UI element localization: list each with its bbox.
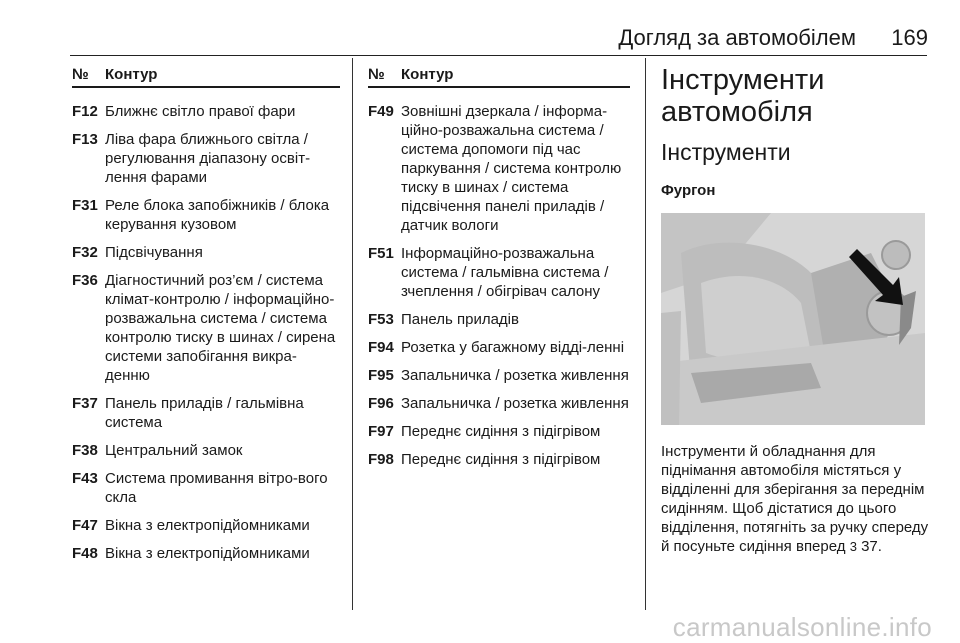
table-row [368,244,630,301]
fuse-number: F43 [72,470,98,487]
fuse-number: F48 [72,545,98,562]
fuse-circuit: Підсвічування [105,244,203,261]
fuse-number: F12 [72,103,98,120]
fuse-circuit: Панель приладів [401,311,519,328]
table-row [72,196,340,234]
table-row [72,394,340,432]
table-row [368,310,630,329]
fuse-number: F95 [368,367,394,384]
table-header [72,64,340,88]
header-title: Догляд за автомобілем [618,25,856,50]
table-row [72,271,340,385]
fuse-number: F53 [368,311,394,328]
section-title: Інструменти автомобіля [661,64,825,128]
fuse-number: F96 [368,395,394,412]
fuse-number: F97 [368,423,394,440]
table-row [72,243,340,262]
fuse-circuit: Інформаційно-розважальна система / гальмівна система / зчеплення / обігрівач салону [401,245,609,300]
table-header [368,64,630,88]
fuse-number: F36 [72,272,98,289]
fuse-number: F38 [72,442,98,459]
header-rule [70,55,927,56]
footer-watermark: carmanualsonline.info [672,612,932,642]
fuse-number: F94 [368,339,394,356]
column-divider-1 [352,58,353,610]
column-divider-2 [645,58,646,610]
table-row [72,469,340,507]
seat-compartment-illustration [661,213,925,425]
table-row [368,422,630,441]
table-row [368,366,630,385]
table-body [72,88,340,563]
col-header-number: № [368,66,385,83]
table-row [368,338,630,357]
fuse-circuit: Реле блока запобіжників / блока керування кузовом [105,197,330,233]
fuse-circuit: Запальничка / розетка живлення [401,395,629,412]
fuse-circuit: Панель приладів / гальмівна система [105,395,304,431]
fuse-number: F49 [368,103,394,120]
page-number: 169 [891,25,928,50]
table-row [72,544,340,563]
fuse-number: F51 [368,245,394,262]
minor-title: Фургон [661,182,716,199]
fuse-circuit: Зовнішні дзеркала / інформа-ційно-розважальна система / система допомоги під час паркування / система контролю тиску в шинах / система підсвічення панелі приладів / датчик вологи [401,103,622,234]
col-header-circuit: Контур [401,66,454,83]
fuse-number: F47 [72,517,98,534]
table-row [72,441,340,460]
fuse-circuit: Центральний замок [105,442,243,459]
fuse-number: F13 [72,131,98,148]
fuse-circuit: Розетка у багажному відді-ленні [401,339,625,356]
table-row [72,516,340,535]
vehicle-tools-section [661,64,929,556]
tools-description-text: Інструменти й обладнання для піднімання автомобіля містяться у відділенні для зберігання за переднім сидінням. Щоб дістатися до цього відділення, потягніть за ручку спереду й посуньте сидіння вперед [661,443,929,555]
tools-description [661,442,929,556]
table-row [368,102,630,235]
col-header-circuit: Контур [105,66,158,83]
seat-compartment-photo [661,213,925,425]
fuse-table-mid [368,64,630,469]
fuse-circuit: Система промивання вітро-вого скла [105,470,328,506]
col-header-number: № [72,66,89,83]
table-body [368,88,630,469]
table-row [368,450,630,469]
fuse-table-left [72,64,340,563]
fuse-circuit: Діагностичний роз’єм / система клімат-контролю / інформаційно-розважальна система / система контролю тиску в шинах / сирена системи запобігання викра-денню [105,272,336,384]
fuse-circuit: Запальничка / розетка живлення [401,367,629,384]
page-reference[interactable]: 37. [861,538,882,555]
fuse-number: F32 [72,244,98,261]
page-reference-arrow-icon[interactable]: 3 [849,539,857,554]
fuse-circuit: Вікна з електропідйомниками [105,545,310,562]
fuse-circuit: Переднє сидіння з підігрівом [401,423,601,440]
table-row [368,394,630,413]
table-row [72,130,340,187]
fuse-number: F31 [72,197,98,214]
fuse-circuit: Ближнє світло правої фари [105,103,296,120]
table-row [72,102,340,121]
fuse-number: F98 [368,451,394,468]
fuse-number: F37 [72,395,98,412]
fuse-circuit: Ліва фара ближнього світла / регулювання діапазону освіт-лення фарами [105,131,311,186]
fuse-circuit: Вікна з електропідйомниками [105,517,310,534]
fuse-circuit: Переднє сидіння з підігрівом [401,451,601,468]
subsection-title: Інструменти [661,139,791,165]
